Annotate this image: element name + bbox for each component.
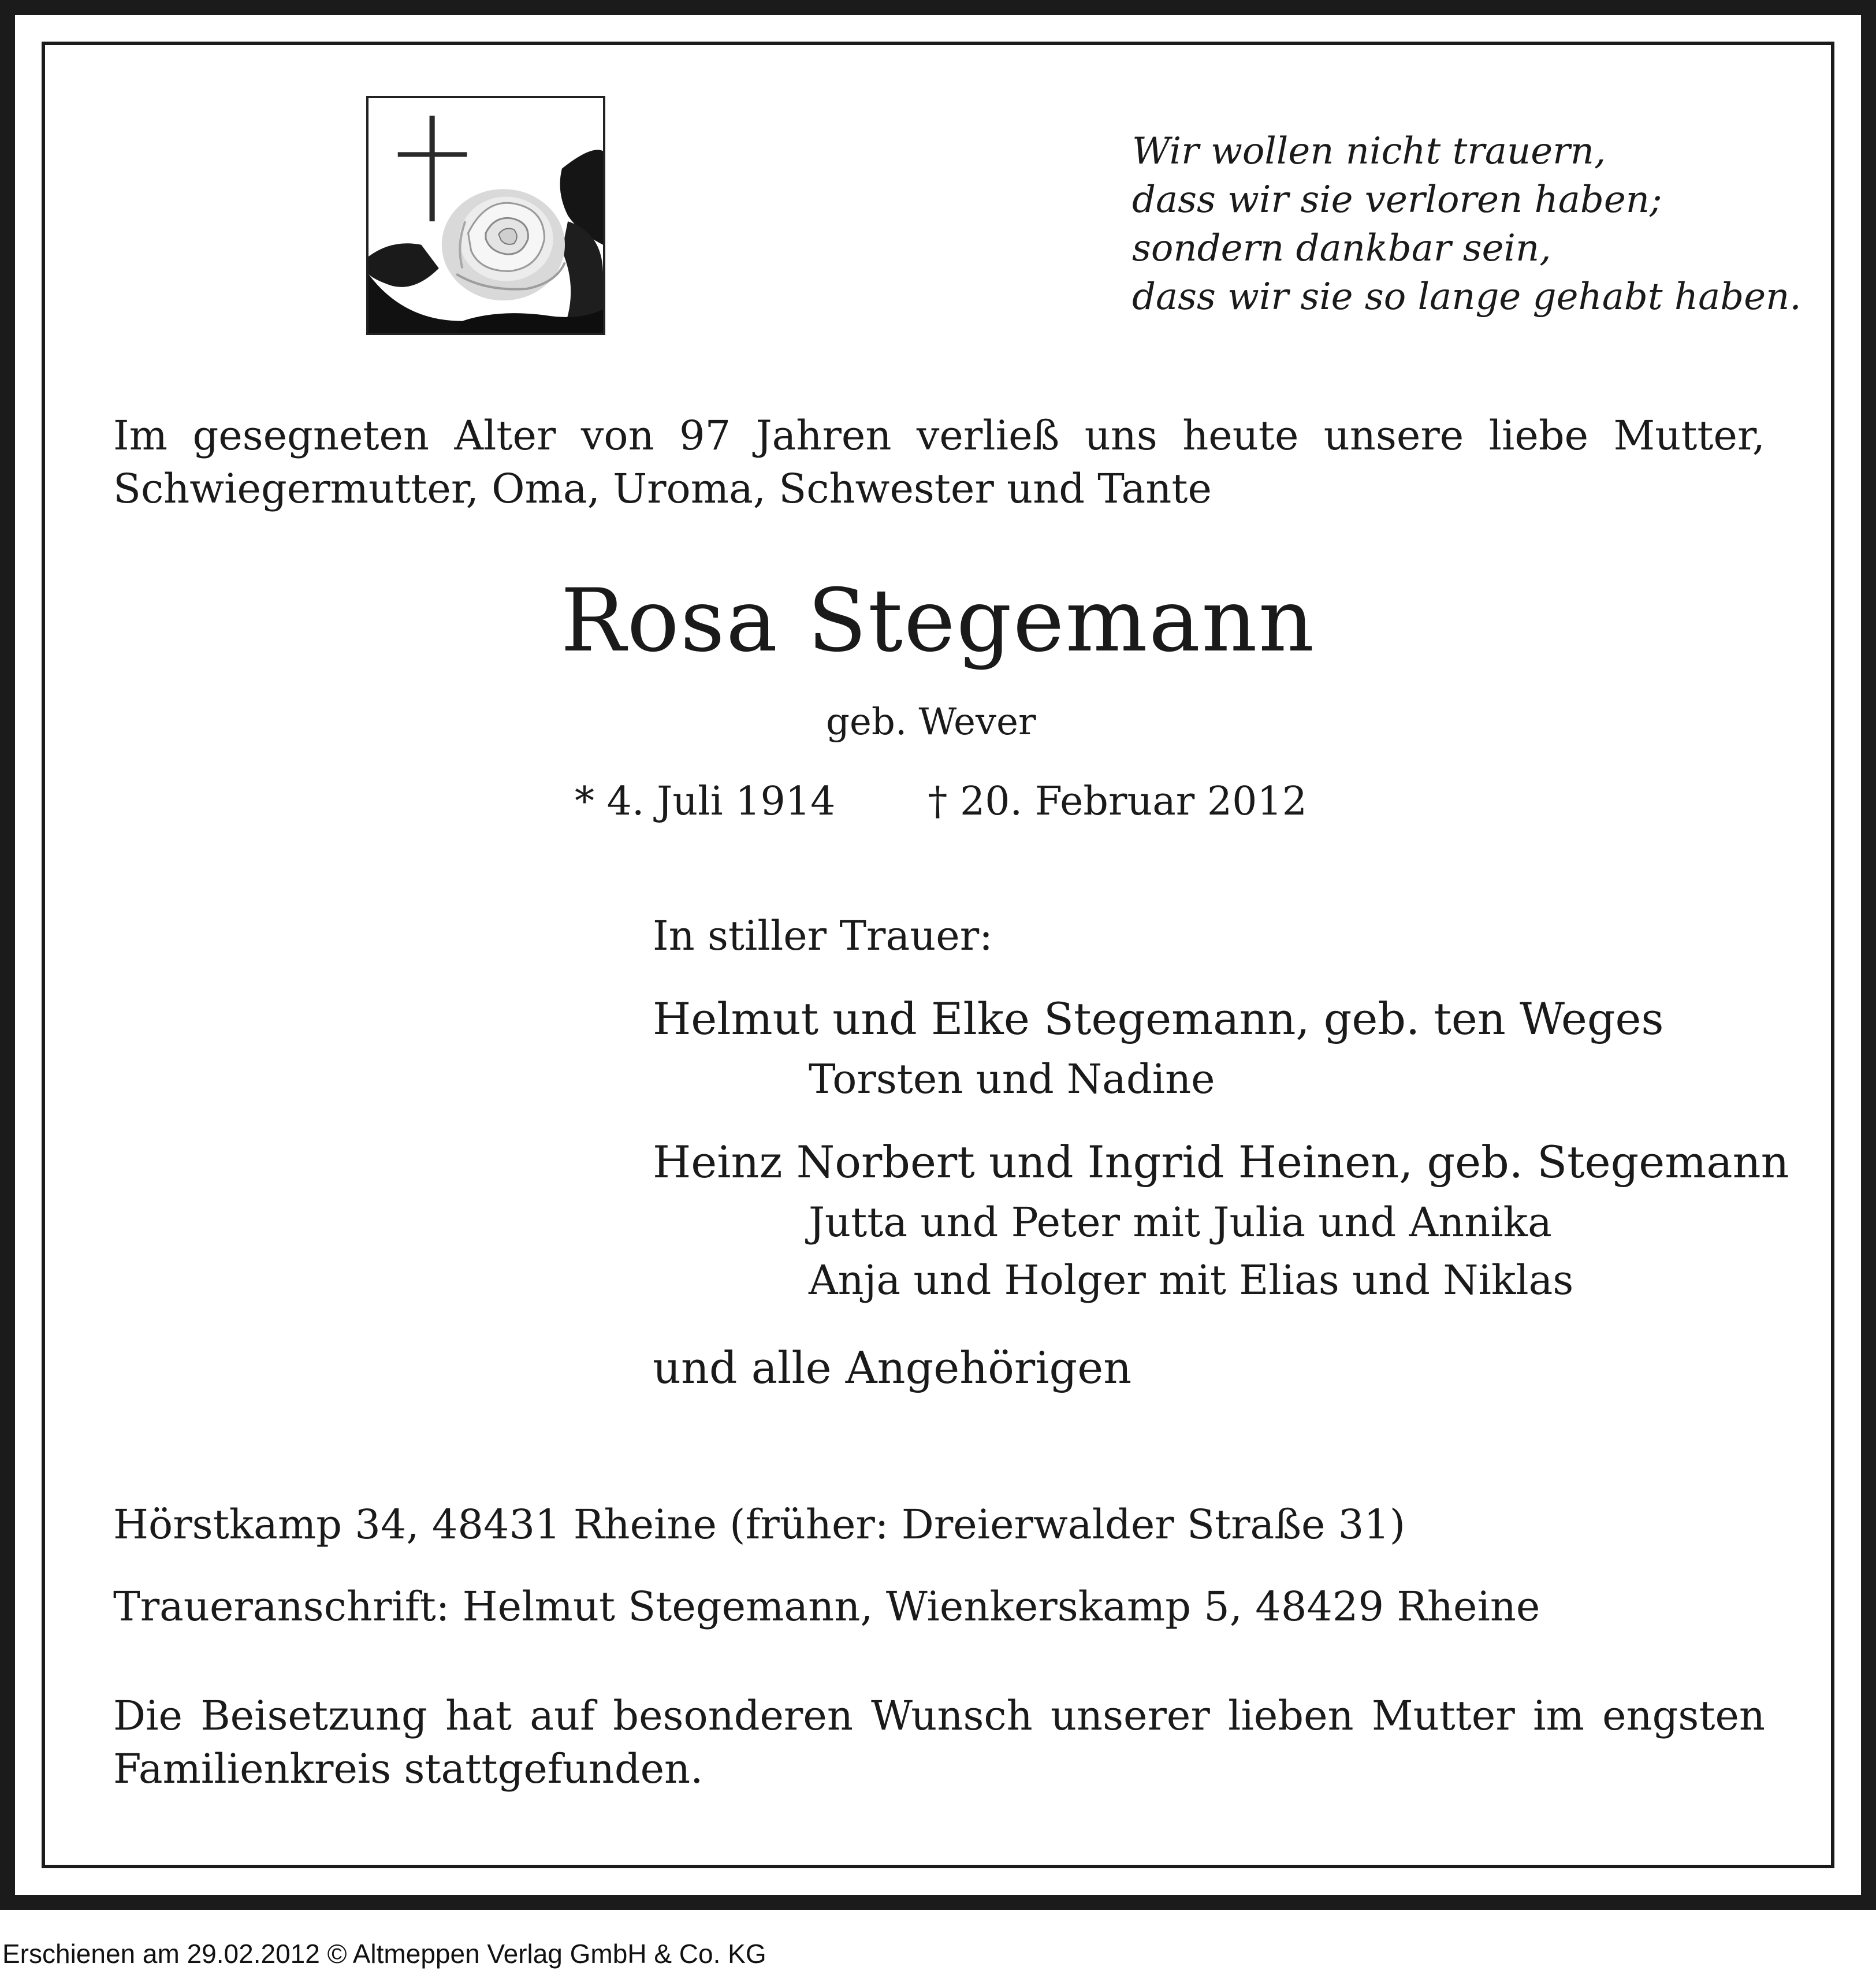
poem-line: Wir wollen nicht trauern, (1132, 130, 1606, 173)
mourners-list (653, 907, 1808, 1399)
family-born-name: geb. ten Weges (1323, 993, 1664, 1044)
intro-text: Im gesegneten Alter von 97 Jahren verließ uns heute unsere liebe Mutter, Schwiegermutter, Oma, Uroma, Schwester und Tante (113, 412, 1765, 512)
family-line (653, 1131, 1808, 1194)
mourners-heading: In stiller Trauer: (653, 912, 993, 960)
poem-line: dass wir sie verloren haben; (1132, 179, 1662, 221)
born-name: geb. Wever (826, 701, 1036, 743)
family-main: Helmut und Elke Stegemann, (653, 993, 1310, 1044)
publication-footer: Erschienen am 29.02.2012 © Altmeppen Verlag GmbH & Co. KG (2, 1939, 766, 1969)
children-line: Torsten und Nadine (809, 1055, 1215, 1103)
children-line: Anja und Holger mit Elias und Niklas (809, 1256, 1574, 1304)
mourning-address: Traueranschrift: Helmut Stegemann, Wienkerskamp 5, 48429 Rheine (113, 1583, 1540, 1630)
all-relatives: und alle Angehörigen (653, 1342, 1132, 1393)
poem-line: dass wir sie so lange gehabt haben. (1132, 276, 1801, 318)
cross-and-rose-icon (366, 96, 605, 335)
deceased-name: Rosa Stegemann (560, 571, 1316, 671)
home-address: Hörstkamp 34, 48431 Rheine (früher: Dreierwalder Straße 31) (113, 1501, 1406, 1548)
birth-date: * 4. Juli 1914 (575, 779, 836, 824)
family-born-name: geb. Stegemann (1427, 1136, 1789, 1188)
children-line: Jutta und Peter mit Julia und Annika (809, 1199, 1552, 1246)
death-date: † 20. Februar 2012 (928, 779, 1307, 824)
family-line (653, 988, 1808, 1050)
funeral-note: Die Beisetzung hat auf besonderen Wunsch unserer lieben Mutter im engsten Familienkreis stattgefunden. (113, 1692, 1765, 1793)
poem (1132, 127, 1825, 321)
family-main: Heinz Norbert und Ingrid Heinen, (653, 1136, 1413, 1188)
life-dates (575, 778, 1326, 826)
poem-line: sondern dankbar sein, (1132, 227, 1551, 270)
